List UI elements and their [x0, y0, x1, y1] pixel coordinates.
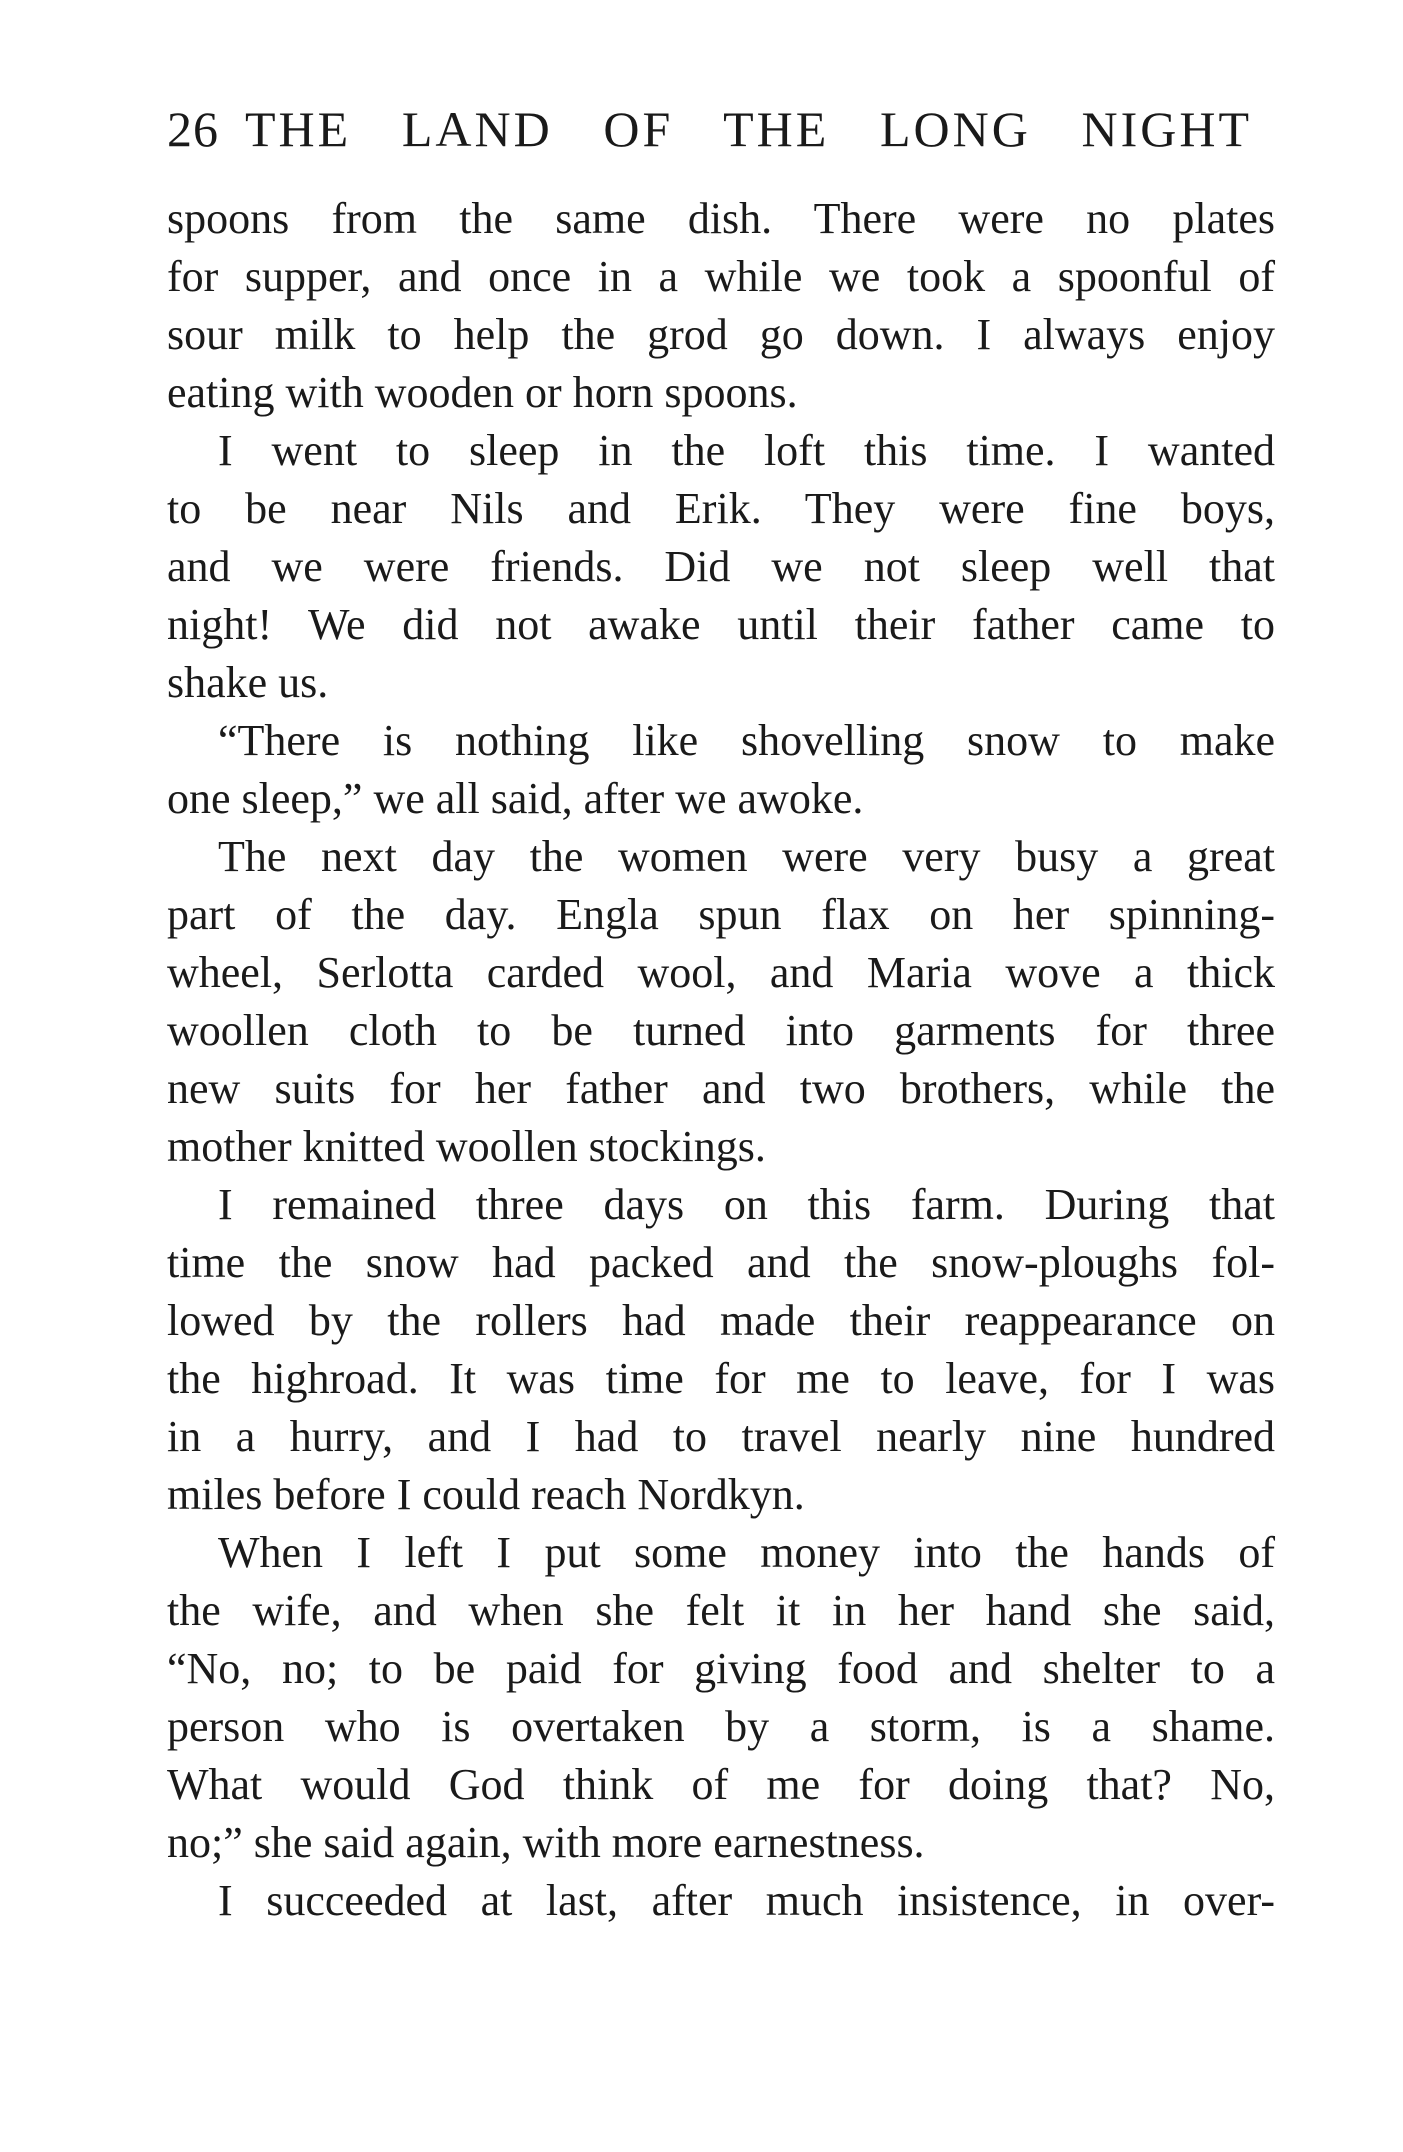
text-line: spoons from the same dish. There were no plates	[167, 194, 1275, 243]
text-line: What would God think of me for doing that? No,	[167, 1760, 1275, 1809]
text-line: the wife, and when she felt it in her hand she said,	[167, 1586, 1275, 1635]
text-line: part of the day. Engla spun flax on her spinning-	[167, 890, 1275, 939]
page-number: 26	[167, 101, 219, 157]
text-line: I remained three days on this farm. During that	[218, 1180, 1275, 1229]
text-line: new suits for her father and two brothers, while the	[167, 1064, 1275, 1113]
text-line: The next day the women were very busy a great	[218, 832, 1275, 881]
text-line: woollen cloth to be turned into garments for three	[167, 1006, 1275, 1055]
text-line: wheel, Serlotta carded wool, and Maria wove a thick	[167, 948, 1275, 997]
text-line: I went to sleep in the loft this time. I wanted	[218, 426, 1275, 475]
running-title: THE LAND OF THE LONG NIGHT	[245, 101, 1252, 157]
text-line: night! We did not awake until their father came to	[167, 600, 1275, 649]
running-head	[167, 100, 1252, 160]
text-line: the highroad. It was time for me to leave, for I was	[167, 1354, 1275, 1403]
text-line: “No, no; to be paid for giving food and shelter to a	[167, 1644, 1275, 1693]
text-line: one sleep,” we all said, after we awoke.	[167, 774, 864, 823]
text-line: eating with wooden or horn spoons.	[167, 368, 798, 417]
text-line: lowed by the rollers had made their reappearance on	[167, 1296, 1275, 1345]
text-line: and we were friends. Did we not sleep well that	[167, 542, 1275, 591]
text-line: mother knitted woollen stockings.	[167, 1122, 766, 1171]
body-text	[167, 190, 1275, 1930]
text-line: “There is nothing like shovelling snow to make	[218, 716, 1275, 765]
text-line: in a hurry, and I had to travel nearly nine hundred	[167, 1412, 1275, 1461]
text-line: no;” she said again, with more earnestness.	[167, 1818, 925, 1867]
text-line: sour milk to help the grod go down. I always enjoy	[167, 310, 1275, 359]
text-line: to be near Nils and Erik. They were fine boys,	[167, 484, 1275, 533]
text-line: miles before I could reach Nordkyn.	[167, 1470, 805, 1519]
text-line: shake us.	[167, 658, 329, 707]
text-line: I succeeded at last, after much insistence, in over-	[218, 1876, 1275, 1925]
text-line: time the snow had packed and the snow-ploughs fol-	[167, 1238, 1275, 1287]
text-line: When I left I put some money into the hands of	[218, 1528, 1275, 1577]
text-line: for supper, and once in a while we took a spoonful of	[167, 252, 1275, 301]
text-line: person who is overtaken by a storm, is a shame.	[167, 1702, 1275, 1751]
